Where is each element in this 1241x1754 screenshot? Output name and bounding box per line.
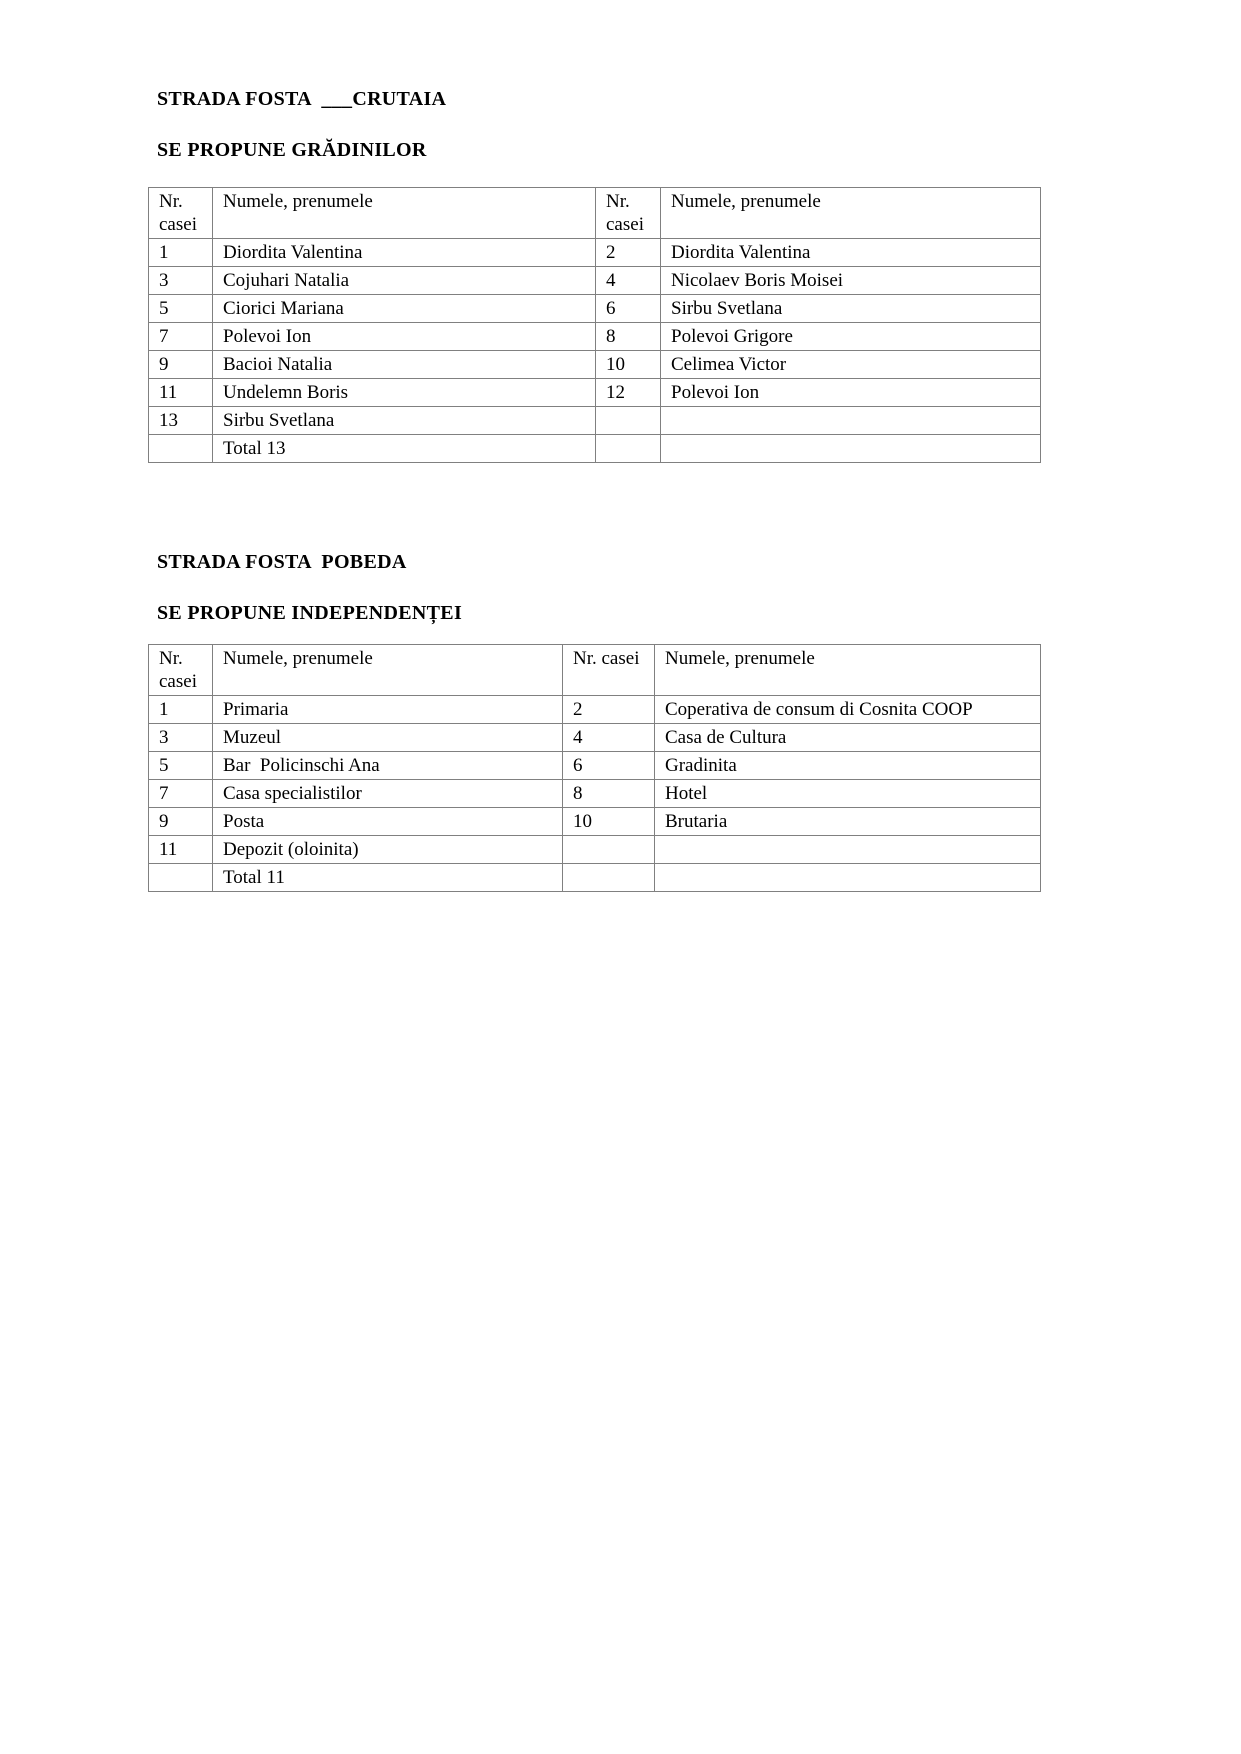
cell-house-number: 9: [149, 808, 213, 836]
table-row: [149, 379, 1041, 407]
cell-name: Undelemn Boris: [213, 379, 596, 407]
table-row: [149, 295, 1041, 323]
cell-name: Bacioi Natalia: [213, 351, 596, 379]
cell-name: [661, 407, 1041, 435]
column-header: Nr. casei: [596, 188, 661, 239]
cell-house-number: 8: [596, 323, 661, 351]
cell-name: Casa de Cultura: [655, 724, 1041, 752]
cell-house-number: [149, 435, 213, 463]
cell-name: Casa specialistilor: [213, 780, 563, 808]
cell-name: Hotel: [655, 780, 1041, 808]
cell-house-number: 12: [596, 379, 661, 407]
cell-house-number: 6: [596, 295, 661, 323]
cell-house-number: 3: [149, 724, 213, 752]
table-row: [149, 407, 1041, 435]
cell-name: Polevoi Ion: [661, 379, 1041, 407]
cell-name: Diordita Valentina: [661, 239, 1041, 267]
cell-name: Brutaria: [655, 808, 1041, 836]
cell-house-number: 11: [149, 379, 213, 407]
cell-house-number: 2: [563, 696, 655, 724]
cell-name: Polevoi Grigore: [661, 323, 1041, 351]
table-row: [149, 808, 1041, 836]
cell-house-number: 5: [149, 752, 213, 780]
cell-name: Muzeul: [213, 724, 563, 752]
cell-house-number: 7: [149, 323, 213, 351]
table-row: [149, 239, 1041, 267]
proposal-title-gradinilor: SE PROPUNE GRĂDINILOR: [157, 139, 427, 161]
cell-name: Total 13: [213, 435, 596, 463]
cell-house-number: [596, 407, 661, 435]
cell-name: Primaria: [213, 696, 563, 724]
column-header: Nr. casei: [149, 645, 213, 696]
cell-name: Total 11: [213, 864, 563, 892]
cell-name: Coperativa de consum di Cosnita COOP: [655, 696, 1041, 724]
cell-house-number: 1: [149, 696, 213, 724]
cell-name: Celimea Victor: [661, 351, 1041, 379]
table-row: [149, 435, 1041, 463]
cell-house-number: 1: [149, 239, 213, 267]
table-row: [149, 696, 1041, 724]
column-header: Numele, prenumele: [655, 645, 1041, 696]
cell-house-number: 10: [596, 351, 661, 379]
header-row: [149, 188, 1041, 239]
cell-name: Sirbu Svetlana: [661, 295, 1041, 323]
houses-table-pobeda: [148, 644, 1041, 892]
cell-name: Nicolaev Boris Moisei: [661, 267, 1041, 295]
street-title-pobeda: STRADA FOSTA POBEDA: [157, 551, 407, 573]
cell-name: Depozit (oloinita): [213, 836, 563, 864]
cell-name: Bar Policinschi Ana: [213, 752, 563, 780]
houses-table-crutaia: [148, 187, 1041, 463]
column-header: Nr. casei: [563, 645, 655, 696]
table-row: [149, 724, 1041, 752]
column-header: Numele, prenumele: [661, 188, 1041, 239]
cell-name: Diordita Valentina: [213, 239, 596, 267]
cell-house-number: [596, 435, 661, 463]
street-title-crutaia: STRADA FOSTA ___CRUTAIA: [157, 88, 447, 110]
table-row: [149, 864, 1041, 892]
cell-name: Polevoi Ion: [213, 323, 596, 351]
column-header: Nr. casei: [149, 188, 213, 239]
cell-house-number: [563, 836, 655, 864]
cell-house-number: 13: [149, 407, 213, 435]
cell-house-number: [149, 864, 213, 892]
cell-house-number: 7: [149, 780, 213, 808]
cell-name: Sirbu Svetlana: [213, 407, 596, 435]
table-row: [149, 836, 1041, 864]
cell-name: Cojuhari Natalia: [213, 267, 596, 295]
table-row: [149, 780, 1041, 808]
cell-house-number: 4: [563, 724, 655, 752]
column-header: Numele, prenumele: [213, 645, 563, 696]
cell-house-number: 11: [149, 836, 213, 864]
proposal-title-independentei: SE PROPUNE INDEPENDENȚEI: [157, 602, 463, 624]
cell-house-number: 4: [596, 267, 661, 295]
cell-house-number: 6: [563, 752, 655, 780]
column-header: Numele, prenumele: [213, 188, 596, 239]
cell-house-number: 2: [596, 239, 661, 267]
header-row: [149, 645, 1041, 696]
cell-house-number: 3: [149, 267, 213, 295]
cell-house-number: 10: [563, 808, 655, 836]
table-row: [149, 752, 1041, 780]
table-row: [149, 267, 1041, 295]
table-row: [149, 323, 1041, 351]
cell-name: Posta: [213, 808, 563, 836]
cell-name: Gradinita: [655, 752, 1041, 780]
cell-house-number: [563, 864, 655, 892]
cell-house-number: 5: [149, 295, 213, 323]
cell-name: [661, 435, 1041, 463]
cell-name: Ciorici Mariana: [213, 295, 596, 323]
table-row: [149, 351, 1041, 379]
cell-name: [655, 836, 1041, 864]
cell-house-number: 8: [563, 780, 655, 808]
cell-name: [655, 864, 1041, 892]
cell-house-number: 9: [149, 351, 213, 379]
